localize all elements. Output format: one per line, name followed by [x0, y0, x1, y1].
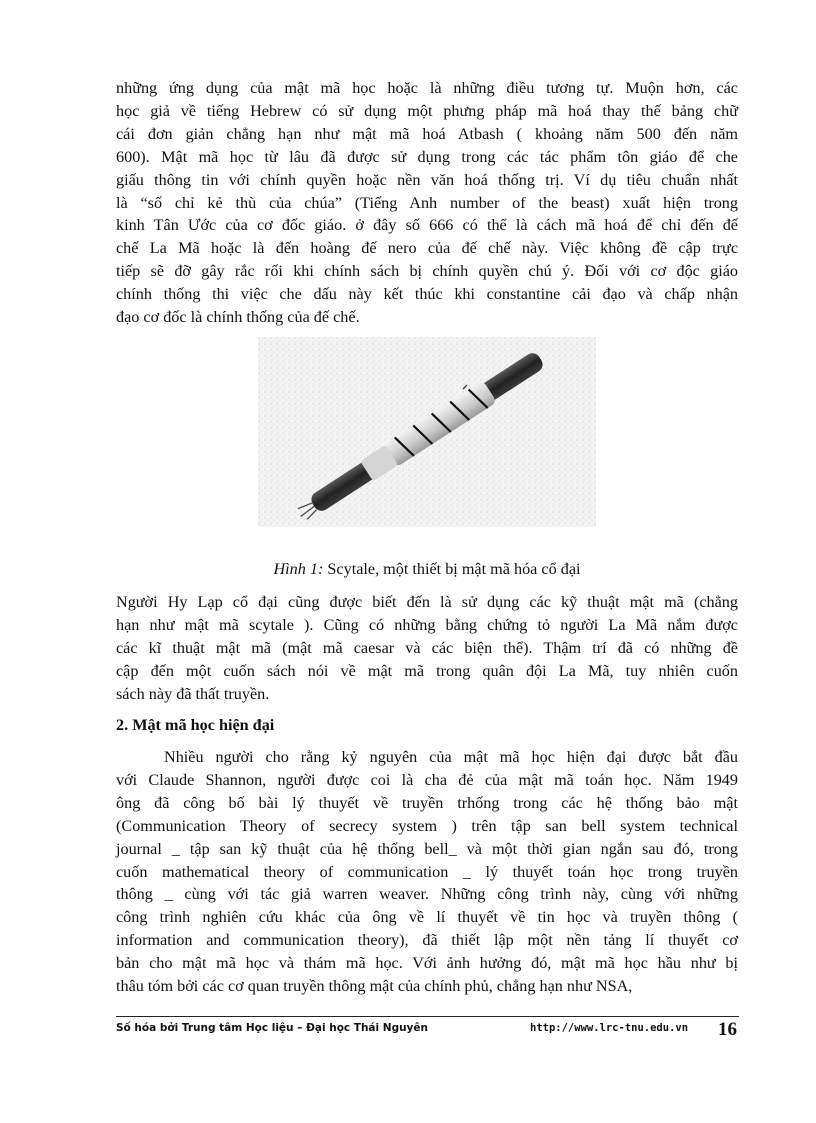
- text-line: bản cho mật mã học và thám mã học. Với ảnh hưởng đó, mật mã học hầu như bị: [116, 954, 738, 973]
- section-heading-modern-cryptography: 2. Mật mã học hiện đại: [116, 716, 275, 734]
- text-line: đạo cơ đốc là chính thống của đế chế.: [116, 308, 360, 327]
- text-line: những ứng dụng của mật mã học hoặc là những điều tương tự. Muộn hơn, các: [116, 79, 738, 97]
- text-line: công trình nghiên cứu khác của ông về lí thuyết về tin học và truyền thông (: [116, 908, 738, 927]
- footer-digitized-by: Số hóa bởi Trung tâm Học liệu – Đại học Thái Nguyên: [116, 1022, 428, 1034]
- text-line: 600). Mật mã học từ lâu đã được sử dụng trong các tác phẩm tôn giáo để che: [116, 147, 738, 166]
- text-line: cuốn mathematical theory of communication _ lý thuyết toán học trong truyền: [116, 862, 738, 881]
- text-line: giấu thông tin với chính quyền hoặc nền văn hoá thống trị. Ví dụ tiêu chuẩn nhất: [116, 170, 738, 189]
- text-line: cập đến một cuốn sách nói về mật mã trong quân đội La Mã, tuy nhiên cuốn: [116, 661, 738, 680]
- text-line: tiếp sẽ đỡ gây rắc rối khi chính sách bị chính quyền chú ý. Đối với cơ độc giáo: [116, 262, 738, 281]
- text-line: chính thống thi việc che dấu này kết thúc khi constantine cải đạo và chấp nhận: [116, 285, 738, 304]
- figure-caption: [116, 560, 738, 579]
- text-line: sách này đã thất truyền.: [116, 684, 270, 703]
- footer-url-link[interactable]: http://www.lrc-tnu.edu.vn: [530, 1022, 689, 1034]
- paragraph-ancient-religious-ciphers: [116, 77, 738, 329]
- figure-caption-label: Hình 1:: [273, 560, 324, 578]
- text-line: (Communication Theory of secrecy system ) trên tập san bell system technical: [116, 816, 738, 835]
- text-line: information and communication theory), đã thiết lập một nền tảng lí thuyết cơ: [116, 931, 738, 950]
- figure-caption-text: Scytale, một thiết bị mật mã hóa cổ đại: [327, 560, 581, 578]
- text-line: thâu tóm bởi các cơ quan truyền thông mật của chính phủ, chẳng hạn như NSA,: [116, 977, 633, 996]
- text-line: Nhiều người cho rằng kỷ nguyên của mật mã học hiện đại được bắt đầu: [164, 748, 738, 766]
- text-line: thông _ cùng với tác giả warren weaver. Những công trình này, cùng với những: [116, 885, 738, 904]
- text-line: hạn như mật mã scytale ). Cũng có những bằng chứng tỏ người La Mã nắm được: [116, 615, 738, 634]
- text-line: kinh Tân Ước của cơ đốc giáo. ở đây số 666 có thể là cách mã hoá để chỉ đến đế: [116, 216, 738, 235]
- text-line: chế La Mã hoặc là đến hoàng đế nero của đế chế này. Việc không đề cập trực: [116, 239, 738, 258]
- text-line: là “số chỉ kẻ thù của chúa” (Tiếng Anh number of the beast) xuất hiện trong: [116, 193, 738, 212]
- footer-divider: [116, 1016, 739, 1017]
- text-line: Người Hy Lạp cổ đại cũng được biết đến là sử dụng các kỹ thuật mật mã (chẳng: [116, 593, 738, 611]
- text-line: các kĩ thuật mật mã (mật mã caesar và các biện thể). Thậm trí đã có những đề: [116, 638, 738, 657]
- text-line: cái đơn giản chẳng hạn như mật mã hoá Atbash ( khoảng năm 500 đến năm: [116, 124, 738, 143]
- page-number: 16: [718, 1019, 737, 1040]
- paragraph-shannon-modern-cryptography: [116, 746, 738, 998]
- text-line: journal _ tập san kỹ thuật của hệ thống bell_ và một thời gian ngắn sau đó, trong: [116, 839, 738, 858]
- paragraph-greek-roman-ciphers: [116, 591, 738, 706]
- text-line: với Claude Shannon, người được coi là cha đẻ của mật mã toán học. Năm 1949: [116, 770, 738, 789]
- text-line: ông đã công bố bài lý thuyết về truyền trhống trong các hệ thống bảo mật: [116, 793, 738, 812]
- scytale-figure-image: [258, 337, 596, 527]
- text-line: học giả về tiếng Hebrew có sử dụng một phưng pháp mã hoá thay thế bảng chữ: [116, 101, 738, 120]
